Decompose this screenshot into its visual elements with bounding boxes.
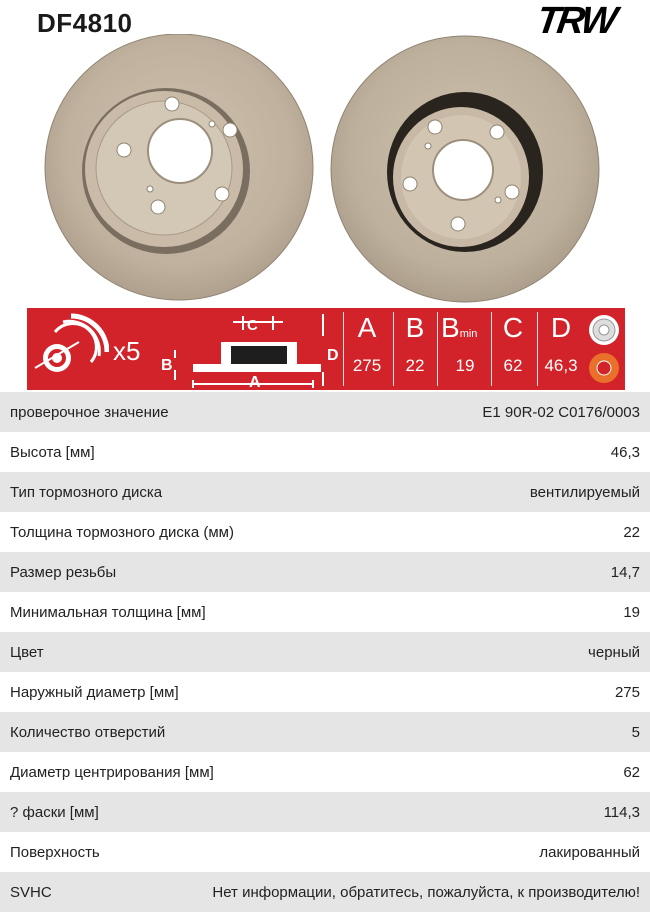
table-row xyxy=(0,792,650,832)
property-value: 22 xyxy=(623,523,640,541)
property-value: 5 xyxy=(631,723,640,741)
spec-col-b-letter: B xyxy=(405,312,425,343)
disc-cross-section-diagram xyxy=(153,310,339,388)
table-row xyxy=(0,392,650,432)
property-label: проверочное значение xyxy=(10,403,169,421)
disc-side-icons xyxy=(585,312,623,386)
table-row xyxy=(0,512,650,552)
property-value: 19 xyxy=(623,603,640,621)
property-label: Цвет xyxy=(10,643,44,661)
property-label: Высота [мм] xyxy=(10,443,95,461)
spec-col-bmin-value: 19 xyxy=(455,356,475,375)
property-value: 14,7 xyxy=(610,563,640,581)
property-label: Толщина тормозного диска (мм) xyxy=(10,523,234,541)
property-value: Нет информации, обратитесь, пожалуйста, к производителю! xyxy=(212,883,640,901)
spec-col-c-letter: C xyxy=(502,312,524,343)
dimension-spec-banner xyxy=(27,308,625,390)
table-row xyxy=(0,552,650,592)
part-number: DF4810 xyxy=(37,8,133,38)
table-row xyxy=(0,832,650,872)
spec-col-a-letter: A xyxy=(357,312,377,343)
property-label: Минимальная толщина [мм] xyxy=(10,603,206,621)
table-row xyxy=(0,672,650,712)
properties-table xyxy=(0,392,650,912)
property-label: Диаметр центрирования [мм] xyxy=(10,763,214,781)
diagram-label-b: B xyxy=(161,357,173,374)
spec-col-bmin-letter: B xyxy=(441,312,460,343)
spec-col-b-value: 22 xyxy=(405,356,425,375)
property-label: Количество отверстий xyxy=(10,723,166,741)
property-value: 114,3 xyxy=(603,803,640,821)
product-header-area xyxy=(0,0,650,392)
spec-col-d-value: 46,3 xyxy=(544,356,578,375)
diagram-label-a: A xyxy=(249,374,261,388)
table-row xyxy=(0,592,650,632)
property-label: Тип тормозного диска xyxy=(10,483,163,501)
brake-disc-back-photo xyxy=(328,34,602,304)
property-label: ? фаски [мм] xyxy=(10,803,99,821)
table-row xyxy=(0,872,650,912)
property-value: 62 xyxy=(623,763,640,781)
table-row xyxy=(0,752,650,792)
diagram-label-c: C xyxy=(247,317,258,334)
property-label: Размер резьбы xyxy=(10,563,117,581)
spec-col-d-letter: D xyxy=(550,312,572,343)
property-value: лакированный xyxy=(539,843,640,861)
property-value: черный xyxy=(588,643,640,661)
property-label: Наружный диаметр [мм] xyxy=(10,683,179,701)
brake-disc-front-photo xyxy=(42,34,316,304)
diagram-label-d: D xyxy=(327,347,339,364)
table-row xyxy=(0,432,650,472)
table-row xyxy=(0,712,650,752)
spec-col-a-value: 275 xyxy=(352,356,382,375)
table-row xyxy=(0,472,650,512)
brake-disc-icon xyxy=(33,312,109,386)
property-label: SVHC xyxy=(10,883,52,901)
spec-col-bmin-sub: min xyxy=(459,328,478,340)
property-value: вентилируемый xyxy=(529,483,640,501)
bolt-holes-count: x5 xyxy=(113,336,141,366)
spec-col-c-value: 62 xyxy=(503,356,523,375)
brand-logo: TRW xyxy=(534,0,618,42)
property-value: 275 xyxy=(614,683,640,701)
spec-col-bmin-header xyxy=(441,312,491,344)
property-value: 46,3 xyxy=(610,443,640,461)
table-row xyxy=(0,632,650,672)
property-label: Поверхность xyxy=(10,843,100,861)
property-value: E1 90R-02 C0176/0003 xyxy=(482,403,640,421)
